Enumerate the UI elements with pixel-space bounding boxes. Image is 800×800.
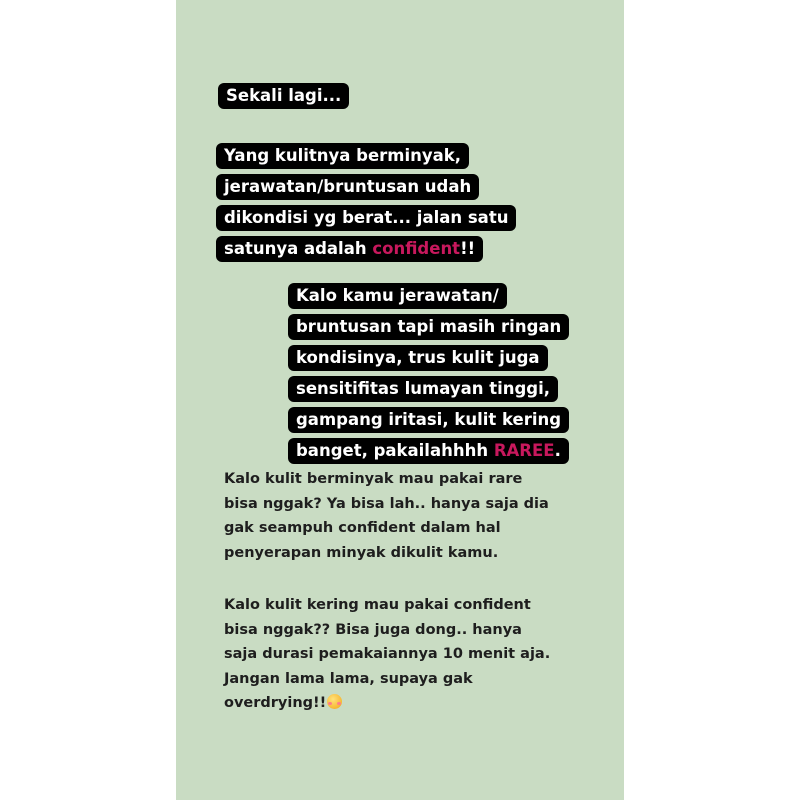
mild-line-4 — [288, 373, 569, 404]
confident-for-dry-paragraph — [224, 593, 550, 716]
oily-line-4-prefix: satunya adalah — [224, 239, 373, 258]
mild-line-5-text: gampang iritasi, kulit kering — [288, 407, 569, 433]
mild-line-5 — [288, 404, 569, 435]
mild-line-3 — [288, 342, 569, 373]
mild-line-2-text: bruntusan tapi masih ringan — [288, 314, 569, 340]
confident-paragraph-line: saja durasi pemakaiannya 10 menit aja. — [224, 646, 551, 662]
oily-line-1 — [216, 140, 516, 171]
story-canvas — [176, 0, 624, 800]
confident-paragraph-line: Kalo kulit kering mau pakai confident — [224, 597, 531, 613]
mild-skin-highlight-block — [288, 280, 569, 466]
oily-line-2-text: jerawatan/bruntusan udah — [216, 174, 479, 200]
title-line — [218, 80, 349, 111]
confident-paragraph-line: bisa nggak?? Bisa juga dong.. hanya — [224, 621, 522, 638]
oily-line-4-suffix: !! — [460, 239, 476, 258]
rare-paragraph-line: gak seampuh confident dalam hal — [224, 520, 501, 536]
mild-line-6-prefix: banget, pakailahhhh — [296, 441, 494, 460]
mild-line-6-suffix: . — [554, 441, 561, 460]
mild-line-1-text: Kalo kamu jerawatan/ — [288, 283, 507, 309]
rare-for-oily-paragraph — [224, 467, 549, 565]
oily-line-3 — [216, 202, 516, 233]
overdrying-text: overdrying!! — [224, 695, 327, 711]
oily-skin-highlight-block — [216, 140, 516, 264]
rare-paragraph-line: bisa nggak? Ya bisa lah.. hanya saja dia — [224, 495, 549, 512]
confident-paragraph-last-line — [224, 691, 550, 716]
mild-line-2 — [288, 311, 569, 342]
mild-line-1 — [288, 280, 569, 311]
oily-line-3-text: dikondisi yg berat... jalan satu — [216, 205, 516, 231]
oily-line-4-text — [216, 236, 483, 262]
oily-line-1-text: Yang kulitnya berminyak, — [216, 143, 469, 169]
confident-paragraph-line: Jangan lama lama, supaya gak — [224, 670, 473, 687]
mild-line-6 — [288, 435, 569, 466]
mild-line-6-text — [288, 438, 569, 464]
title-text: Sekali lagi... — [218, 83, 349, 109]
mild-line-4-text: sensitifitas lumayan tinggi, — [288, 376, 558, 402]
oily-line-2 — [216, 171, 516, 202]
rare-paragraph-line: Kalo kulit berminyak mau pakai rare — [224, 471, 523, 487]
mild-line-3-text: kondisinya, trus kulit juga — [288, 345, 548, 371]
product-raree-highlight: RAREE — [493, 441, 555, 460]
title-highlight-block — [218, 80, 349, 111]
product-confident-highlight: confident — [372, 239, 461, 258]
oily-line-4 — [216, 233, 516, 264]
smiling-face-with-hearts-icon — [327, 694, 342, 709]
rare-paragraph-line: penyerapan minyak dikulit kamu. — [224, 544, 499, 561]
